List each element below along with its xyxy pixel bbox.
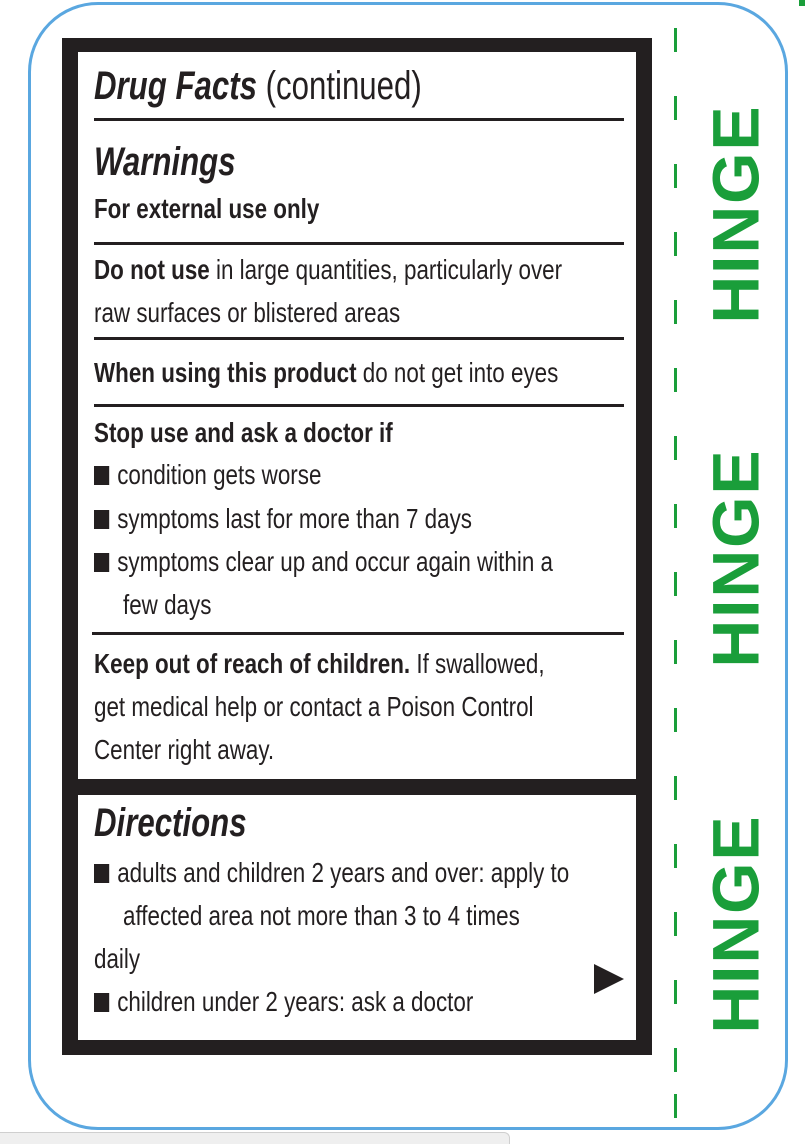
- fold-dash: [674, 232, 677, 256]
- fold-dash: [674, 776, 677, 800]
- fold-dash: [674, 436, 677, 460]
- do-not-use-bold: Do not use: [94, 254, 210, 285]
- fold-dash: [674, 1048, 677, 1072]
- directions-item-continuation: daily: [94, 943, 141, 974]
- do-not-use-text-1: in large quantities, particularly over: [215, 254, 563, 285]
- when-using-line: [94, 356, 558, 390]
- warnings-panel: [78, 52, 636, 779]
- fold-dash: [674, 708, 677, 732]
- hinge-text: HINGE: [699, 814, 773, 1034]
- hinge-label: [699, 436, 773, 680]
- rule-1: [94, 242, 624, 245]
- hinge-label: [699, 802, 773, 1046]
- stop-use-heading: Stop use and ask a doctor if: [94, 417, 393, 448]
- directions-item-text: adults and children 2 years and over: apply to: [117, 857, 570, 888]
- fold-dash: [674, 96, 677, 120]
- fold-dash: [674, 912, 677, 936]
- directions-heading: Directions: [94, 801, 247, 845]
- drug-facts-title-rest: (continued): [265, 64, 422, 108]
- stop-use-item-text: symptoms clear up and occur again within a: [117, 546, 553, 577]
- fold-dash: [674, 980, 677, 1004]
- fold-dash: [674, 164, 677, 188]
- square-bullet-icon: [94, 466, 109, 485]
- rule-4: [92, 632, 624, 635]
- directions-panel: [78, 795, 636, 1040]
- directions-item: [94, 856, 569, 890]
- rule-2: [94, 337, 624, 340]
- corner-mark: [799, 0, 805, 6]
- stop-use-item: [94, 545, 553, 579]
- bottom-strip: [0, 1132, 510, 1144]
- when-using-bold: When using this product: [94, 357, 357, 388]
- stop-use-item-text: condition gets worse: [117, 459, 322, 490]
- fold-dash: [674, 640, 677, 664]
- fold-line: [674, 28, 678, 1118]
- square-bullet-icon: [94, 993, 109, 1012]
- square-bullet-icon: [94, 553, 109, 572]
- fold-dash: [674, 28, 677, 52]
- keep-out-text-2: get medical help or contact a Poison Control: [94, 691, 534, 722]
- drug-facts-title: [94, 64, 422, 109]
- continue-arrow-icon: [594, 964, 624, 994]
- external-use-text: For external use only: [94, 193, 320, 224]
- hinge-text: HINGE: [699, 448, 773, 668]
- keep-out-line-1: [94, 647, 545, 681]
- stop-use-item-text: symptoms last for more than 7 days: [117, 503, 473, 534]
- fold-dash: [674, 844, 677, 868]
- fold-dash: [674, 368, 677, 392]
- keep-out-text-1: If swallowed,: [416, 648, 545, 679]
- fold-dash: [674, 1094, 677, 1118]
- do-not-use-line-1: [94, 253, 562, 287]
- do-not-use-text-2: raw surfaces or blistered areas: [94, 297, 401, 328]
- drug-facts-title-bold: Drug Facts: [94, 64, 257, 108]
- keep-out-text-3: Center right away.: [94, 734, 275, 765]
- directions-item-continuation: affected area not more than 3 to 4 times: [123, 900, 520, 931]
- directions-item-text: children under 2 years: ask a doctor: [117, 986, 474, 1017]
- fold-dash: [674, 300, 677, 324]
- warnings-heading: Warnings: [94, 140, 236, 184]
- when-using-text: do not get into eyes: [362, 357, 559, 388]
- stop-use-item-continuation: few days: [123, 589, 212, 620]
- stop-use-item: [94, 458, 321, 492]
- stop-use-item: [94, 502, 472, 536]
- rule-3: [94, 404, 624, 407]
- keep-out-bold: Keep out of reach of children.: [94, 648, 411, 679]
- title-rule: [94, 118, 624, 121]
- hinge-text: HINGE: [699, 104, 773, 324]
- fold-dash: [674, 572, 677, 596]
- square-bullet-icon: [94, 510, 109, 529]
- hinge-label: [699, 92, 773, 336]
- square-bullet-icon: [94, 864, 109, 883]
- directions-item: [94, 985, 473, 1019]
- fold-dash: [674, 504, 677, 528]
